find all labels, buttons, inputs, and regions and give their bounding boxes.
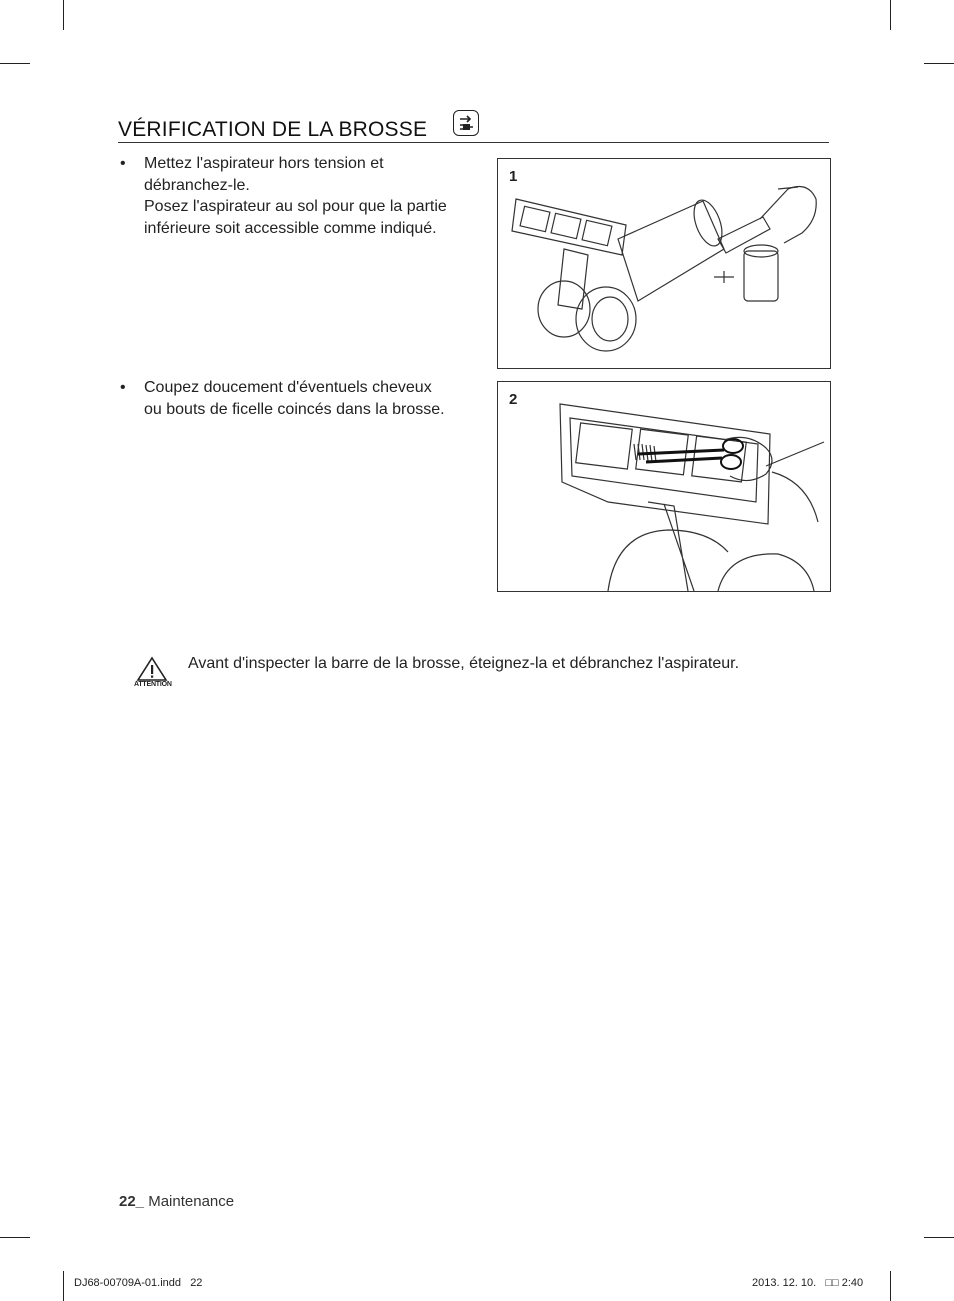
- step-1-line: Mettez l'aspirateur hors tension et: [144, 155, 384, 172]
- crop-mark: [890, 1271, 891, 1301]
- page-footer: [119, 1193, 234, 1210]
- crop-mark: [63, 0, 64, 30]
- section-heading: [118, 114, 829, 143]
- step-1-line: Posez l'aspirateur au sol pour que la partie: [144, 198, 447, 215]
- unplug-icon: [453, 110, 479, 136]
- bullet-dot: •: [120, 155, 126, 172]
- crop-mark: [890, 0, 891, 30]
- figure-number: 2: [509, 391, 518, 408]
- crop-mark: [63, 1271, 64, 1301]
- crop-mark: [924, 1237, 954, 1238]
- vacuum-upside-down-illustration: [498, 159, 830, 368]
- crop-mark: [0, 1237, 30, 1238]
- caution-label: ATTENTION: [134, 681, 172, 688]
- caution-text: Avant d'inspecter la barre de la brosse, éteignez-la et débranchez l'aspirateur.: [188, 655, 740, 672]
- step-2-line: ou bouts de ficelle coincés dans la brosse.: [144, 400, 445, 418]
- step-2-line: Coupez doucement d'éventuels cheveux: [144, 379, 432, 396]
- figure-2: [497, 381, 831, 592]
- bullet-dot: •: [120, 379, 126, 396]
- page-number: 22_: [119, 1193, 145, 1210]
- step-1-line: débranchez-le.: [144, 176, 250, 194]
- imprint-file: DJ68-00709A-01.indd 22: [74, 1277, 203, 1289]
- figure-1: [497, 158, 831, 369]
- figure-number: 1: [509, 168, 518, 185]
- crop-mark: [924, 63, 954, 64]
- footer-section-name: Maintenance: [148, 1193, 235, 1210]
- crop-mark: [0, 63, 30, 64]
- section-title: VÉRIFICATION DE LA BROSSE: [118, 118, 428, 141]
- step-1-line: inférieure soit accessible comme indiqué.: [144, 219, 437, 237]
- imprint-datetime: 2013. 12. 10. □□ 2:40: [752, 1277, 864, 1289]
- cutting-hair-from-brush-illustration: [498, 382, 830, 591]
